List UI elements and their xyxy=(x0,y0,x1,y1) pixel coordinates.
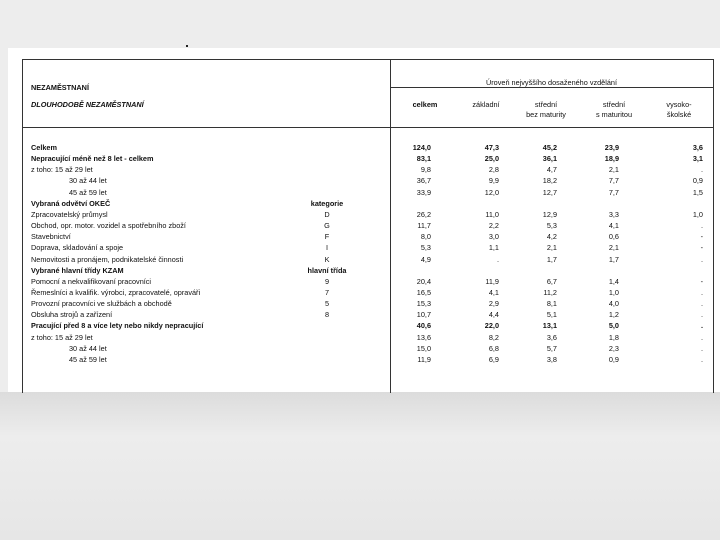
row-value: 25,0 xyxy=(484,154,499,163)
row-value: 1,7 xyxy=(546,255,557,264)
row-value: 26,2 xyxy=(416,210,431,219)
row-value: . xyxy=(700,221,703,230)
col-header-university-2: školské xyxy=(666,110,692,119)
row-value: 45,2 xyxy=(542,143,557,152)
row-value: 3,0 xyxy=(488,232,499,241)
row-value: 2,8 xyxy=(488,165,499,174)
row-value: 2,1 xyxy=(608,243,619,252)
row-value: 47,3 xyxy=(484,143,499,152)
row-value: 3,1 xyxy=(692,154,703,163)
table-title-long-term: DLOUHODOBĚ NEZAMĚSTNANÍ xyxy=(31,100,144,109)
row-value: 12,0 xyxy=(484,188,499,197)
slide-bottom-band xyxy=(0,392,720,540)
row-value: 11,7 xyxy=(417,221,431,230)
row-value: 4,4 xyxy=(488,310,499,319)
col-header-university-1: vysoko- xyxy=(666,100,692,109)
table-title-unemployed: NEZAMĚSTNANÍ xyxy=(31,83,89,92)
row-value: 1,5 xyxy=(692,188,703,197)
row-value: 1,0 xyxy=(692,210,703,219)
row-value: 4,1 xyxy=(608,221,619,230)
row-category-code: I xyxy=(325,243,329,252)
row-category-code: 7 xyxy=(324,288,330,297)
row-label: Pomocní a nekvalifikovaní pracovníci xyxy=(31,277,152,286)
row-value: 1,8 xyxy=(608,333,619,342)
slide-top-band xyxy=(0,0,720,48)
row-category-code: G xyxy=(324,221,330,230)
row-value: 36,1 xyxy=(542,154,557,163)
row-value: 0,9 xyxy=(692,176,703,185)
row-label: Pracující před 8 a více lety nebo nikdy nepracující xyxy=(31,321,204,330)
row-value: 36,7 xyxy=(416,176,431,185)
row-label: z toho: 15 až 29 let xyxy=(31,333,93,342)
row-value: 5,7 xyxy=(546,344,557,353)
row-value: . xyxy=(700,255,703,264)
row-value: 83,1 xyxy=(416,154,431,163)
row-label: Celkem xyxy=(31,143,57,152)
row-label: Vybraná odvětví OKEČ xyxy=(31,199,111,208)
row-category-code: F xyxy=(324,232,330,241)
row-value: 1,1 xyxy=(488,243,499,252)
row-value: 5,0 xyxy=(608,321,619,330)
row-value: 7,7 xyxy=(608,188,619,197)
row-category-code: kategorie xyxy=(310,199,344,208)
row-value: 16,5 xyxy=(416,288,431,297)
row-value: . xyxy=(700,310,703,319)
row-value: . xyxy=(700,299,703,308)
row-value: . xyxy=(700,165,703,174)
row-label: Zpracovatelský průmysl xyxy=(31,210,108,219)
row-value: 6,8 xyxy=(488,344,499,353)
row-value: 3,6 xyxy=(546,333,557,342)
row-value: 4,9 xyxy=(420,255,431,264)
row-value: . xyxy=(700,321,703,330)
row-value: 6,7 xyxy=(546,277,557,286)
row-value: 13,6 xyxy=(416,333,431,342)
row-category-code: 9 xyxy=(324,277,330,286)
col-header-secondary-exam-2: s maturitou xyxy=(595,110,633,119)
row-value: 11,9 xyxy=(417,355,431,364)
col-header-basic: základní xyxy=(472,100,500,109)
row-label: z toho: 15 až 29 let xyxy=(31,165,93,174)
row-value: 18,9 xyxy=(604,154,619,163)
row-label: Vybrané hlavní třídy KZAM xyxy=(31,266,124,275)
row-value: 10,7 xyxy=(416,310,431,319)
col-header-secondary-exam-1: střední xyxy=(602,100,626,109)
row-value: 5,3 xyxy=(420,243,431,252)
row-label: Obchod, opr. motor. vozidel a spotřebního zboží xyxy=(31,221,186,230)
row-value: 1,0 xyxy=(608,288,619,297)
row-category-code: hlavní třída xyxy=(307,266,347,275)
row-value: 6,9 xyxy=(488,355,499,364)
row-value: 9,9 xyxy=(488,176,499,185)
row-label: Doprava, skladování a spoje xyxy=(31,243,124,252)
row-value: 20,4 xyxy=(416,277,431,286)
row-value: 0,6 xyxy=(608,232,619,241)
row-value: 18,2 xyxy=(542,176,557,185)
row-value: . xyxy=(496,255,499,264)
row-value: 11,9 xyxy=(485,277,499,286)
row-value: 15,0 xyxy=(416,344,431,353)
row-value: - xyxy=(700,232,703,241)
row-value: 7,7 xyxy=(608,176,619,185)
row-label: Nemovitosti a pronájem, podnikatelské činnosti xyxy=(31,255,184,264)
row-value: - xyxy=(700,277,703,286)
row-value: 23,9 xyxy=(604,143,619,152)
row-value: . xyxy=(700,333,703,342)
row-label: 30 až 44 let xyxy=(69,344,107,353)
row-value: 33,9 xyxy=(416,188,431,197)
row-label: 30 až 44 let xyxy=(69,176,107,185)
row-value: 1,2 xyxy=(608,310,619,319)
education-level-header: Úroveň nejvyššího dosaženého vzdělání xyxy=(485,78,618,87)
row-value: 4,0 xyxy=(608,299,619,308)
row-value: 2,9 xyxy=(488,299,499,308)
row-value: 1,4 xyxy=(608,277,619,286)
row-value: 11,0 xyxy=(485,210,499,219)
row-value: 5,1 xyxy=(546,310,557,319)
row-label: Provozní pracovníci ve službách a obchodě xyxy=(31,299,172,308)
slide-left-band xyxy=(0,48,8,398)
col-header-secondary-no-exam-1: střední xyxy=(534,100,558,109)
row-value: 8,1 xyxy=(546,299,557,308)
row-label: 45 až 59 let xyxy=(69,355,107,364)
row-value: 9,8 xyxy=(420,165,431,174)
row-value: 40,6 xyxy=(416,321,431,330)
subheader-rule xyxy=(390,87,713,88)
row-value: 3,3 xyxy=(608,210,619,219)
row-value: 12,9 xyxy=(542,210,557,219)
row-value: 2,1 xyxy=(546,243,557,252)
row-value: 8,2 xyxy=(488,333,499,342)
row-value: 1,7 xyxy=(608,255,619,264)
row-category-code: K xyxy=(324,255,330,264)
row-value: 3,6 xyxy=(692,143,703,152)
unemployment-table xyxy=(22,59,714,393)
row-value: 4,1 xyxy=(488,288,499,297)
row-value: - xyxy=(700,243,703,252)
row-category-code: 8 xyxy=(324,310,330,319)
row-label: Řemeslníci a kvalifik. výrobci, zpracovatelé, opraváři xyxy=(31,288,201,297)
row-value: 15,3 xyxy=(416,299,431,308)
row-label: Nepracující méně než 8 let - celkem xyxy=(31,154,154,163)
row-value: . xyxy=(700,344,703,353)
row-label: Obsluha strojů a zařízení xyxy=(31,310,113,319)
row-value: 3,8 xyxy=(546,355,557,364)
row-category-code: 5 xyxy=(324,299,330,308)
row-value: . xyxy=(700,288,703,297)
row-value: 8,0 xyxy=(420,232,431,241)
row-value: 2,2 xyxy=(488,221,499,230)
row-label: 45 až 59 let xyxy=(69,188,107,197)
col-header-total: celkem xyxy=(412,100,438,109)
row-value: 5,3 xyxy=(546,221,557,230)
row-value: . xyxy=(700,355,703,364)
row-category-code: D xyxy=(324,210,330,219)
row-value: 22,0 xyxy=(484,321,499,330)
row-value: 4,7 xyxy=(546,165,557,174)
row-value: 13,1 xyxy=(542,321,557,330)
row-value: 11,2 xyxy=(543,288,557,297)
col-header-secondary-no-exam-2: bez maturity xyxy=(526,110,566,119)
row-value: 2,1 xyxy=(608,165,619,174)
row-label: Stavebnictví xyxy=(31,232,71,241)
row-value: 12,7 xyxy=(542,188,557,197)
row-value: 124,0 xyxy=(412,143,431,152)
stray-dot xyxy=(186,45,188,47)
header-rule xyxy=(23,127,713,128)
row-value: 4,2 xyxy=(546,232,557,241)
row-value: 0,9 xyxy=(608,355,619,364)
row-value: 2,3 xyxy=(608,344,619,353)
